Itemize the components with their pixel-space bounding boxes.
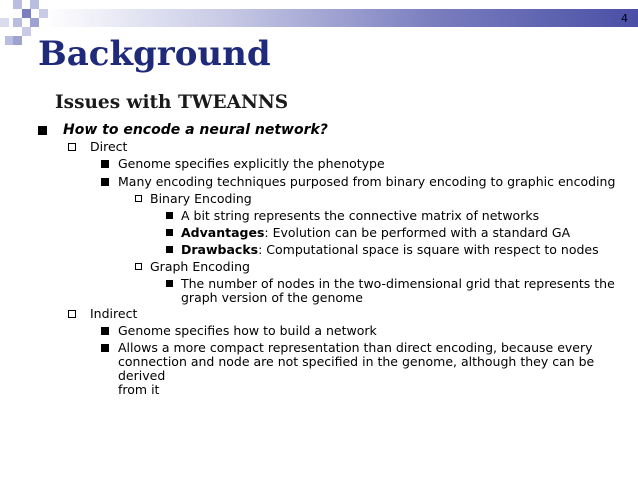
direct-point-2: Many encoding techniques purposed from binary encoding to graphic encoding: [118, 174, 616, 189]
hollow-square-bullet-icon: [135, 263, 142, 270]
deco-square: [13, 18, 22, 27]
deco-square: [13, 36, 22, 45]
hollow-square-bullet-icon: [68, 310, 76, 318]
advantages-description: : Evolution can be performed with a standard GA: [264, 225, 571, 240]
direct-label: Direct: [90, 139, 128, 154]
bullet-row-direct-1: [101, 157, 385, 171]
square-bullet-icon: [101, 178, 109, 186]
graph-label: Graph Encoding: [150, 259, 250, 274]
bullet-row-indirect-2: [101, 341, 638, 397]
bullet-row-direct-2: [101, 175, 615, 189]
indirect-point-2-line-3: from it: [118, 382, 160, 397]
drawbacks-description: : Computational space is square with respect to nodes: [258, 242, 599, 257]
header-gradient-strip: [44, 9, 638, 27]
drawbacks-label: Drawbacks: [181, 242, 259, 257]
graph-point-line-1: The number of nodes in the two-dimensional grid that represents the: [181, 276, 615, 291]
hollow-square-bullet-icon: [135, 195, 142, 202]
binary-label: Binary Encoding: [150, 191, 252, 206]
indirect-point-1: Genome specifies how to build a network: [118, 323, 377, 338]
slide-title: Background: [38, 34, 271, 74]
deco-square: [22, 27, 31, 36]
slide-subtitle: Issues with TWEANNS: [55, 92, 289, 113]
square-bullet-icon: [101, 344, 109, 352]
topic-text: How to encode a neural network?: [63, 122, 328, 138]
drawbacks-text: [181, 243, 599, 257]
square-bullet-icon: [166, 212, 173, 219]
deco-square: [30, 0, 39, 9]
bullet-row-graph: [135, 260, 250, 274]
square-bullet-icon: [166, 246, 173, 253]
bullet-row-graph-1: [166, 277, 615, 305]
bullet-row-binary-3: [166, 243, 599, 257]
square-bullet-icon: [38, 126, 47, 135]
square-bullet-icon: [101, 160, 109, 168]
advantages-text: [181, 226, 570, 240]
bullet-row-indirect-1: [101, 324, 377, 338]
square-bullet-icon: [166, 280, 173, 287]
bullet-row-direct: [68, 140, 127, 154]
indirect-point-2-line-2: connection and node are not specified in the genome, although they can be derived: [118, 354, 595, 383]
bullet-row-binary-1: [166, 209, 539, 223]
square-bullet-icon: [101, 327, 109, 335]
square-bullet-icon: [166, 229, 173, 236]
deco-square: [22, 9, 31, 18]
deco-square: [0, 18, 9, 27]
indirect-point-2-line-1: Allows a more compact representation than direct encoding, because every: [118, 340, 593, 355]
binary-point-1: A bit string represents the connective matrix of networks: [181, 208, 540, 223]
bullet-row-binary: [135, 192, 252, 206]
header-decoration: [0, 0, 638, 30]
bullet-row-indirect: [68, 307, 137, 321]
deco-square: [13, 0, 22, 9]
advantages-label: Advantages: [181, 225, 265, 240]
indirect-point-2: [118, 341, 638, 397]
graph-point: [181, 277, 615, 305]
bullet-row-l1: [38, 122, 328, 139]
bullet-row-binary-2: [166, 226, 570, 240]
slide-number: 4: [621, 12, 628, 25]
direct-point-1: Genome specifies explicitly the phenotype: [118, 156, 385, 171]
indirect-label: Indirect: [90, 306, 138, 321]
hollow-square-bullet-icon: [68, 143, 76, 151]
deco-square: [30, 18, 39, 27]
graph-point-line-2: graph version of the genome: [181, 290, 363, 305]
deco-square: [39, 9, 48, 18]
